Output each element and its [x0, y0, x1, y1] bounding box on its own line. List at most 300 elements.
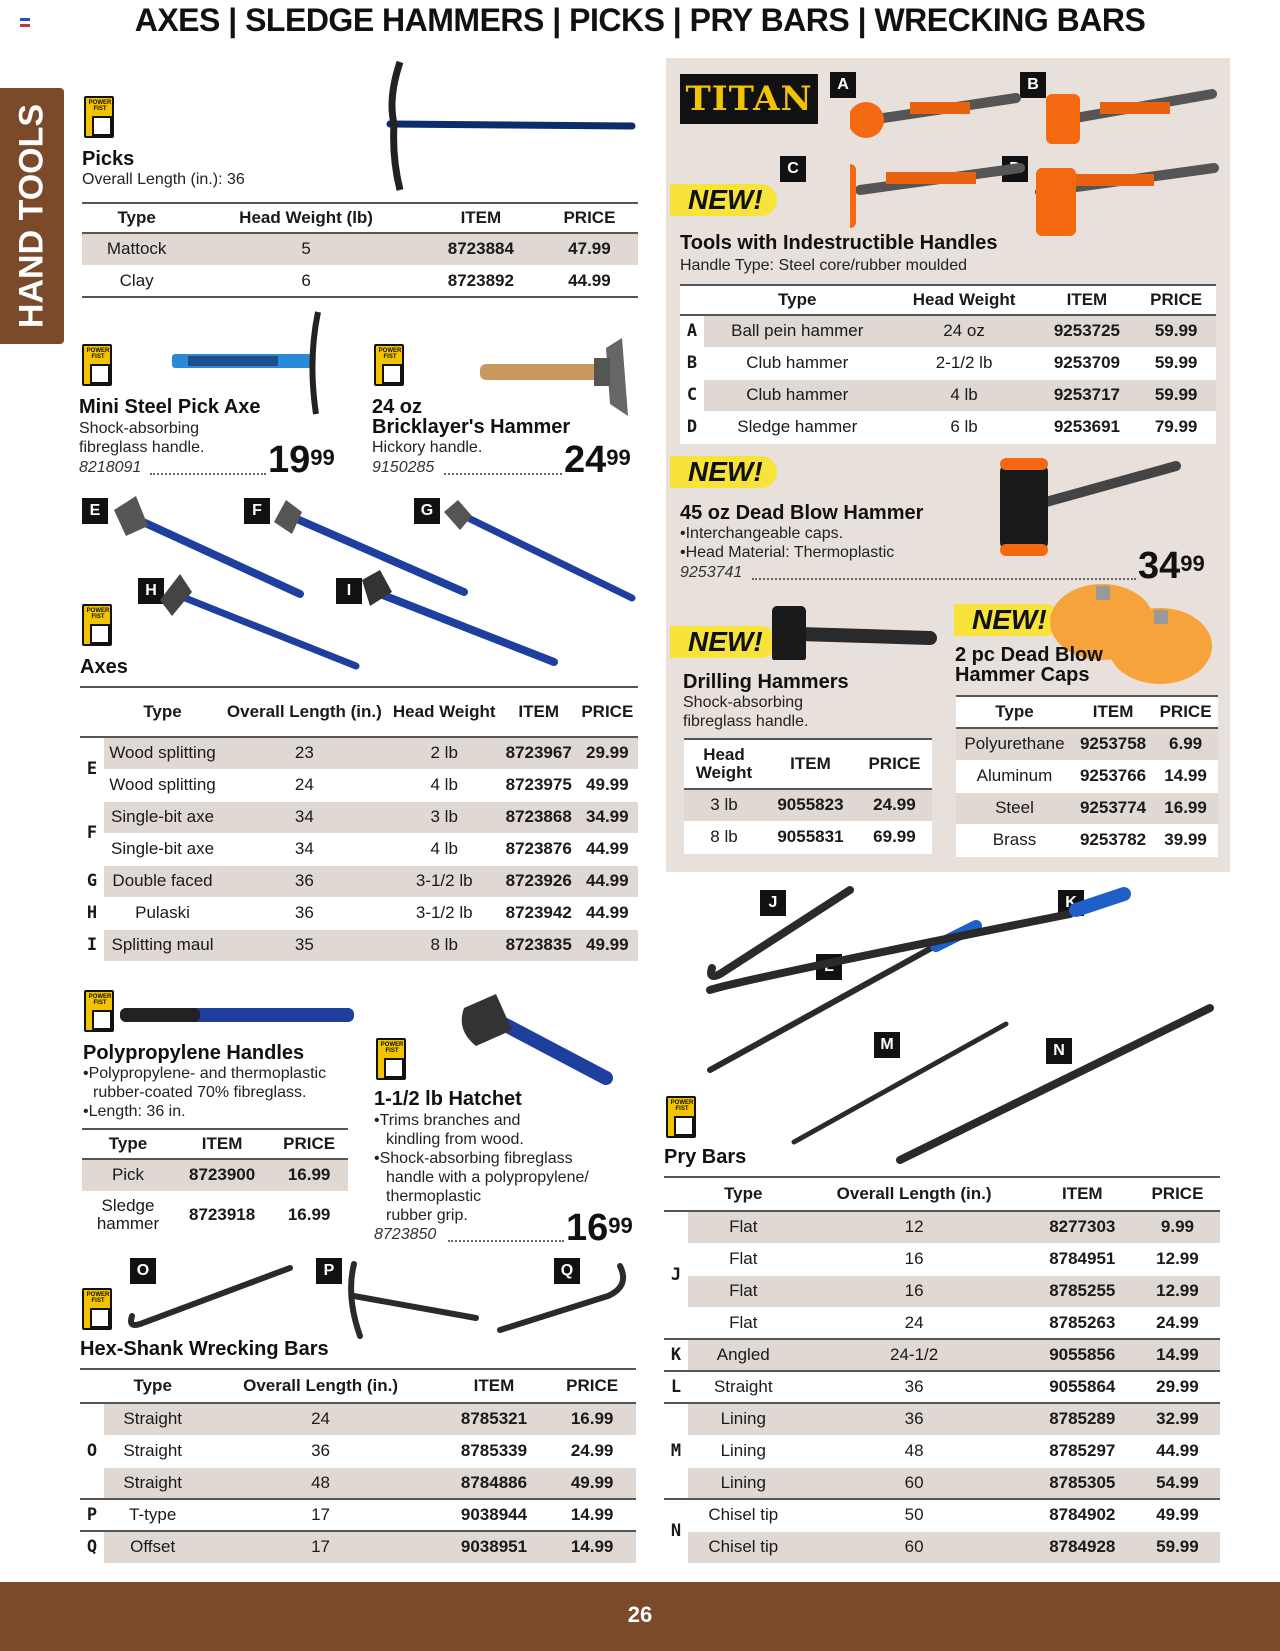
label-f: F [244, 498, 270, 524]
col-header: PRICE [548, 1369, 636, 1403]
row-letter: A [680, 315, 704, 347]
col-header: Type [82, 1129, 174, 1159]
col-header: ITEM [1073, 696, 1153, 728]
cell-length: 50 [799, 1499, 1030, 1531]
cell-price: 24.99 [857, 789, 932, 821]
table-row [664, 1467, 1220, 1499]
titan-hammers-image [850, 80, 1220, 240]
cell-length: 34 [221, 801, 388, 833]
table-row [80, 865, 638, 897]
col-header: PRICE [857, 739, 932, 789]
cell-item: 9038944 [440, 1499, 549, 1531]
cell-item: 8784951 [1030, 1243, 1135, 1275]
power-fist-logo [82, 344, 112, 386]
page-number: 26 [627, 1602, 653, 1627]
cell-price: 59.99 [1136, 315, 1216, 347]
cell-price: 59.99 [1135, 1531, 1220, 1563]
table-row [956, 792, 1218, 824]
cell-item: 9055856 [1030, 1339, 1135, 1371]
power-fist-logo [84, 96, 114, 138]
row-letter: H [80, 897, 104, 929]
hatchet-bullet: rubber grip. [386, 1207, 468, 1224]
cell-weight: 2 lb [388, 737, 501, 769]
titan-logo: TITAN [680, 74, 818, 124]
leader-dots [448, 1240, 564, 1242]
row-letter: Q [80, 1531, 104, 1563]
cell-price: 44.99 [577, 865, 638, 897]
table-row [82, 1191, 348, 1239]
cell-length: 48 [201, 1467, 439, 1499]
row-letter: I [80, 929, 104, 961]
row-letter: F [80, 801, 104, 865]
hatchet-price [566, 1208, 633, 1248]
hatchet-bullet: •Shock-absorbing fibreglass [374, 1150, 573, 1167]
cell-price: 24.99 [1135, 1307, 1220, 1339]
label-m: M [874, 1032, 900, 1058]
cell-type: Splitting maul [104, 929, 221, 961]
cell-item: 8785321 [440, 1403, 549, 1435]
cell-price: 44.99 [577, 897, 638, 929]
cell-type: Lining [688, 1403, 799, 1435]
cell-length: 16 [799, 1275, 1030, 1307]
label-a: A [830, 72, 856, 98]
cell-type: Polyurethane [956, 728, 1073, 760]
cell-length: 35 [221, 929, 388, 961]
cell-item: 8723942 [501, 897, 577, 929]
table-row [82, 1159, 348, 1191]
cell-item: 9055823 [764, 789, 857, 821]
cell-price: 44.99 [1135, 1435, 1220, 1467]
col-header: ITEM [174, 1129, 270, 1159]
cell-weight: 24 oz [891, 315, 1038, 347]
col-header: Type [688, 1177, 799, 1211]
leader-dots [444, 473, 562, 475]
cell-price: 49.99 [577, 769, 638, 801]
cell-price: 59.99 [1136, 347, 1216, 379]
col-header: Type [956, 696, 1073, 728]
table-row [80, 929, 638, 961]
table-row [664, 1403, 1220, 1435]
cell-item: 8723884 [421, 233, 541, 265]
cell-weight: 3-1/2 lb [388, 865, 501, 897]
cell-length: 16 [799, 1243, 1030, 1275]
cell-item: 8723918 [174, 1191, 270, 1239]
picks-spec: Overall Length (in.): 36 [82, 171, 245, 188]
cell-length: 36 [201, 1435, 439, 1467]
cell-item: 8785339 [440, 1435, 549, 1467]
cell-price: 14.99 [548, 1531, 636, 1563]
label-g: G [414, 498, 440, 524]
cell-item: 8723835 [501, 929, 577, 961]
cell-item: 8785297 [1030, 1435, 1135, 1467]
cell-price: 47.99 [541, 233, 638, 265]
col-header: Head Weight (lb) [191, 203, 421, 233]
col-header: ITEM [764, 739, 857, 789]
cell-price: 29.99 [1135, 1371, 1220, 1403]
col-header: Head Weight [684, 739, 764, 789]
cell-price: 69.99 [857, 821, 932, 853]
pry-bars-image [700, 880, 1220, 1170]
cell-length: 12 [799, 1211, 1030, 1243]
cell-type: Lining [688, 1435, 799, 1467]
cell-weight: 4 lb [891, 379, 1038, 411]
col-header: Type [104, 687, 221, 737]
table-row [80, 1467, 636, 1499]
pick-image [370, 58, 640, 198]
power-fist-logo [82, 604, 112, 646]
deadblow-bullet: •Head Material: Thermoplastic [680, 544, 895, 561]
cell-weight: 3 lb [388, 801, 501, 833]
table-row [684, 821, 932, 853]
cell-type: T-type [104, 1499, 201, 1531]
cell-type: Double faced [104, 865, 221, 897]
cell-weight: 5 [191, 233, 421, 265]
cell-type: Straight [104, 1403, 201, 1435]
col-header: ITEM [501, 687, 577, 737]
hatchet-bullet: kindling from wood. [386, 1131, 524, 1148]
table-row [664, 1211, 1220, 1243]
cell-length: 36 [799, 1403, 1030, 1435]
table-row [956, 824, 1218, 856]
table-row [664, 1307, 1220, 1339]
row-letter: K [664, 1339, 688, 1371]
poly-bullet: rubber-coated 70% fibreglass. [93, 1084, 307, 1101]
drilling-hammer-image [770, 600, 940, 660]
label-p: P [316, 1258, 342, 1284]
wrecking-table [80, 1368, 636, 1564]
poly-title: Polypropylene Handles [83, 1042, 305, 1064]
cell-price: 12.99 [1135, 1243, 1220, 1275]
bricklayer-sku: 9150285 [372, 459, 435, 476]
power-fist-logo [376, 1038, 406, 1080]
col-header: PRICE [1153, 696, 1218, 728]
col-header: Head Weight [388, 687, 501, 737]
cell-item: 8723926 [501, 865, 577, 897]
mini-pick-desc: Shock-absorbing [79, 420, 200, 437]
bricklayer-desc: Hickory handle. [372, 439, 483, 456]
cell-length: 34 [221, 833, 388, 865]
table-row [664, 1499, 1220, 1531]
col-header: PRICE [1135, 1177, 1220, 1211]
mini-pick-desc: fibreglass handle. [79, 439, 205, 456]
cell-price: 9.99 [1135, 1211, 1220, 1243]
cell-type: Sledge hammer [704, 411, 891, 443]
drilling-title: Drilling Hammers [683, 671, 849, 693]
table-row [664, 1531, 1220, 1563]
cell-weight: 6 lb [891, 411, 1038, 443]
col-header: Type [82, 203, 191, 233]
table-row [664, 1371, 1220, 1403]
cell-type: Brass [956, 824, 1073, 856]
mini-pick-title: Mini Steel Pick Axe [79, 396, 261, 418]
table-row [80, 801, 638, 833]
poly-bullet: •Length: 36 in. [83, 1103, 186, 1120]
col-header: Overall Length (in.) [221, 687, 388, 737]
cell-type: Ball pein hammer [704, 315, 891, 347]
cell-type: Lining [688, 1467, 799, 1499]
cell-price: 6.99 [1153, 728, 1218, 760]
cell-item: 8784928 [1030, 1531, 1135, 1563]
cell-type: Steel [956, 792, 1073, 824]
cell-length: 24 [799, 1307, 1030, 1339]
deadblow-bullet: •Interchangeable caps. [680, 525, 844, 542]
wrecking-bars-image [120, 1256, 640, 1346]
wrecking-title: Hex-Shank Wrecking Bars [80, 1338, 329, 1360]
cell-length: 36 [221, 865, 388, 897]
row-letter: B [680, 347, 704, 379]
cell-type: Offset [104, 1531, 201, 1563]
col-header: ITEM [440, 1369, 549, 1403]
cell-type: Flat [688, 1275, 799, 1307]
row-letter: J [664, 1211, 688, 1339]
bricklayer-hammer-image [478, 318, 638, 418]
picks-table [82, 202, 638, 298]
cell-price: 12.99 [1135, 1275, 1220, 1307]
table-row [80, 1499, 636, 1531]
table-row [956, 760, 1218, 792]
cell-item: 9253709 [1038, 347, 1137, 379]
power-fist-logo [374, 344, 404, 386]
bricklayer-title: 24 oz [372, 396, 423, 418]
col-header: PRICE [577, 687, 638, 737]
cell-item: 9253782 [1073, 824, 1153, 856]
cell-price: 54.99 [1135, 1467, 1220, 1499]
deadblow-title: 45 oz Dead Blow Hammer [680, 502, 924, 524]
poly-bullet: •Polypropylene- and thermoplastic [83, 1065, 327, 1082]
cell-item: 8277303 [1030, 1211, 1135, 1243]
cell-item: 9253725 [1038, 315, 1137, 347]
cell-length: 48 [799, 1435, 1030, 1467]
titan-table [680, 284, 1216, 444]
row-letter: E [80, 737, 104, 801]
row-letter: L [664, 1371, 688, 1403]
cell-price: 49.99 [1135, 1499, 1220, 1531]
label-n: N [1046, 1038, 1072, 1064]
col-header: PRICE [541, 203, 638, 233]
cell-length: 17 [201, 1499, 439, 1531]
hatchet-title: 1-1/2 lb Hatchet [374, 1088, 522, 1110]
table-row [680, 411, 1216, 443]
cell-weight: 2-1/2 lb [891, 347, 1038, 379]
cell-type: Wood splitting [104, 737, 221, 769]
poly-table [82, 1128, 348, 1240]
cell-type: Wood splitting [104, 769, 221, 801]
drilling-desc: fibreglass handle. [683, 713, 809, 730]
cell-item: 8785305 [1030, 1467, 1135, 1499]
cell-weight: 8 lb [388, 929, 501, 961]
label-j: J [760, 890, 786, 916]
cell-length: 17 [201, 1531, 439, 1563]
cell-price: 32.99 [1135, 1403, 1220, 1435]
cell-price: 44.99 [577, 833, 638, 865]
page-title: AXES | SLEDGE HAMMERS | PICKS | PRY BARS | WRECKING BARS [134, 2, 1146, 38]
cell-price: 16.99 [270, 1191, 348, 1239]
price-cents: 99 [310, 445, 335, 470]
cell-weight: 6 [191, 265, 421, 297]
cell-item: 9253691 [1038, 411, 1137, 443]
cell-item: 9253766 [1073, 760, 1153, 792]
row-letter: O [80, 1403, 104, 1499]
table-row [80, 1403, 636, 1435]
drilling-table [684, 738, 932, 854]
mini-pick-price [268, 440, 335, 480]
new-badge: NEW! [670, 184, 777, 216]
cell-price: 34.99 [577, 801, 638, 833]
cell-item: 8785263 [1030, 1307, 1135, 1339]
cell-item: 9253717 [1038, 379, 1137, 411]
col-header: Overall Length (in.) [201, 1369, 439, 1403]
caps-title: 2 pc Dead Blow [955, 644, 1103, 666]
cell-item: 9253774 [1073, 792, 1153, 824]
cell-item: 8723975 [501, 769, 577, 801]
cell-item: 8784902 [1030, 1499, 1135, 1531]
table-row [680, 379, 1216, 411]
cell-price: 14.99 [548, 1499, 636, 1531]
row-letter: P [80, 1499, 104, 1531]
cell-item: 8723900 [174, 1159, 270, 1191]
power-fist-logo [666, 1096, 696, 1138]
cell-type: Straight [104, 1467, 201, 1499]
table-row [680, 347, 1216, 379]
price-cents: 99 [606, 445, 631, 470]
cell-length: 24 [201, 1403, 439, 1435]
cell-length: 60 [799, 1467, 1030, 1499]
row-letter: M [664, 1403, 688, 1499]
mini-pick-sku: 8218091 [79, 459, 142, 476]
label-o: O [130, 1258, 156, 1284]
label-i: I [336, 578, 362, 604]
poly-handle-image [118, 1002, 358, 1032]
cell-type: Single-bit axe [104, 801, 221, 833]
cell-type: Club hammer [704, 379, 891, 411]
cell-item: 9055864 [1030, 1371, 1135, 1403]
side-tab-label: HAND TOOLS [12, 103, 51, 329]
cell-item: 9055831 [764, 821, 857, 853]
cell-item: 9038951 [440, 1531, 549, 1563]
col-header: PRICE [1136, 285, 1216, 315]
axes-title: Axes [80, 656, 128, 678]
table-row [680, 315, 1216, 347]
table-row [80, 1531, 636, 1563]
col-header: Overall Length (in.) [799, 1177, 1030, 1211]
cell-price: 14.99 [1135, 1339, 1220, 1371]
row-letter: N [664, 1499, 688, 1563]
cell-weight: 3-1/2 lb [388, 897, 501, 929]
cell-price: 59.99 [1136, 379, 1216, 411]
cell-type: Clay [82, 265, 191, 297]
cell-type: Angled [688, 1339, 799, 1371]
cell-type: Sledge hammer [82, 1191, 174, 1239]
bricklayer-title: Bricklayer's Hammer [372, 416, 571, 438]
cell-item: 8785255 [1030, 1275, 1135, 1307]
label-c: C [780, 156, 806, 182]
table-row [80, 833, 638, 865]
cell-type: Flat [688, 1243, 799, 1275]
price-main: 24 [564, 439, 607, 481]
power-fist-logo [84, 990, 114, 1032]
titan-spec: Handle Type: Steel core/rubber moulded [680, 257, 967, 274]
new-badge: NEW! [670, 456, 777, 488]
cell-type: Single-bit axe [104, 833, 221, 865]
hatchet-bullet: thermoplastic [386, 1188, 482, 1205]
power-fist-logo [82, 1288, 112, 1330]
cell-price: 24.99 [548, 1435, 636, 1467]
cell-price: 79.99 [1136, 411, 1216, 443]
divider [82, 296, 638, 298]
label-e: E [82, 498, 108, 524]
axes-image [100, 496, 640, 676]
cell-type: Flat [688, 1211, 799, 1243]
table-row [82, 233, 638, 265]
cell-price: 49.99 [577, 929, 638, 961]
cell-length: 60 [799, 1531, 1030, 1563]
cell-price: 16.99 [548, 1403, 636, 1435]
new-badge: NEW! [954, 604, 1061, 636]
hatchet-sku: 8723850 [374, 1226, 437, 1243]
price-cents: 99 [1180, 551, 1205, 576]
cell-weight: 3 lb [684, 789, 764, 821]
deadblow-sku: 9253741 [680, 564, 743, 581]
side-tab [0, 88, 64, 344]
cell-type: Chisel tip [688, 1499, 799, 1531]
col-header: ITEM [421, 203, 541, 233]
table-row [80, 737, 638, 769]
label-q: Q [554, 1258, 580, 1284]
cell-item: 8723892 [421, 265, 541, 297]
axes-table [80, 686, 638, 962]
table-row [80, 1435, 636, 1467]
cell-item: 9253758 [1073, 728, 1153, 760]
pry-title: Pry Bars [664, 1146, 747, 1168]
cell-type: Pick [82, 1159, 174, 1191]
table-row [80, 769, 638, 801]
caps-title: Hammer Caps [955, 664, 1090, 686]
price-main: 34 [1138, 545, 1181, 587]
table-row [664, 1339, 1220, 1371]
cell-type: Aluminum [956, 760, 1073, 792]
cell-item: 8723876 [501, 833, 577, 865]
cell-length: 36 [221, 897, 388, 929]
cell-length: 36 [799, 1371, 1030, 1403]
label-k: K [1058, 890, 1084, 916]
row-letter: G [80, 865, 104, 897]
price-main: 19 [268, 439, 311, 481]
picks-title: Picks [82, 148, 135, 170]
col-header: Head Weight [891, 285, 1038, 315]
new-badge: NEW! [670, 626, 777, 658]
drilling-desc: Shock-absorbing [683, 694, 804, 711]
table-row [82, 265, 638, 297]
table-row [956, 728, 1218, 760]
cell-price: 49.99 [548, 1467, 636, 1499]
titan-title: Tools with Indestructible Handles [680, 232, 998, 254]
price-main: 16 [566, 1207, 609, 1249]
hatchet-image [436, 990, 616, 1090]
cell-type: Straight [688, 1371, 799, 1403]
label-b: B [1020, 72, 1046, 98]
col-header: PRICE [270, 1129, 348, 1159]
cell-type: Straight [104, 1435, 201, 1467]
leader-dots [150, 473, 266, 475]
cell-length: 23 [221, 737, 388, 769]
table-row [664, 1435, 1220, 1467]
cell-weight: 8 lb [684, 821, 764, 853]
cell-type: Mattock [82, 233, 191, 265]
row-letter: C [680, 379, 704, 411]
cell-length: 24 [221, 769, 388, 801]
label-h: H [138, 578, 164, 604]
pry-table [664, 1176, 1220, 1564]
